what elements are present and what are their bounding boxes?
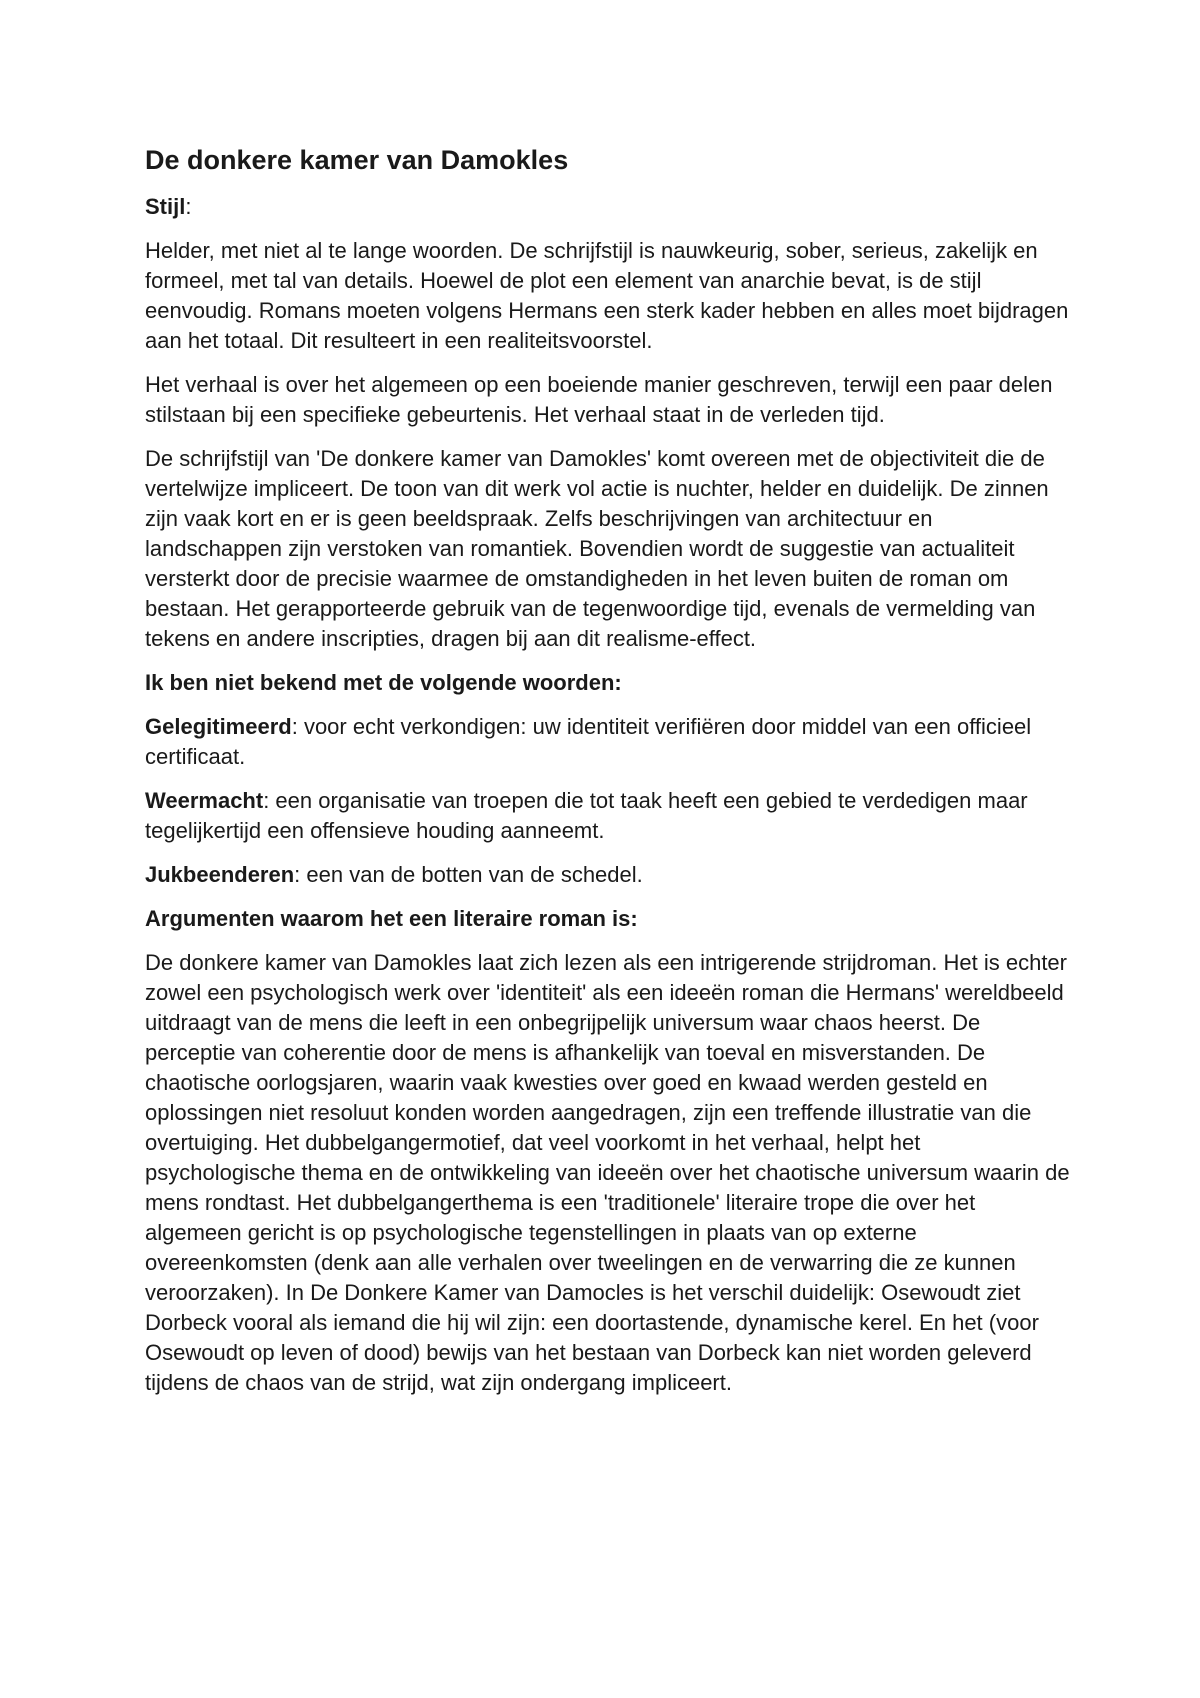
- style-paragraph-1: Helder, met niet al te lange woorden. De schrijfstijl is nauwkeurig, sober, serieus, zakelijk en formeel, met tal van details. Hoewel de plot een element van anarchie bevat, is de stijl eenvoudig. Romans moeten volgens Hermans een sterk kader hebben en alles moet bijdragen aan het totaal. Dit resulteert in een realiteitsvoorstel.: [145, 238, 1069, 353]
- term-entry-weermacht: [145, 786, 1075, 846]
- document-title: De donkere kamer van Damokles: [145, 145, 569, 175]
- term-entry-jukbeenderen: [145, 860, 1075, 890]
- style-label: Stijl: [145, 194, 186, 219]
- term-word: Gelegitimeerd: [145, 714, 292, 739]
- arguments-paragraph: De donkere kamer van Damokles laat zich lezen als een intrigerende strijdroman. Het is echter zowel een psychologisch werk over 'identiteit' als een ideeën roman die Hermans' wereldbeeld uitdraagt van de mens die leeft in een onbegrijpelijk universum waar chaos heerst. De perceptie van coherentie door de mens is afhankelijk van toeval en misverstanden. De chaotische oorlogsjaren, waarin vaak kwesties over goed en kwaad werden gesteld en oplossingen niet resoluut konden worden aangedragen, zijn een treffende illustratie van die overtuiging. Het dubbelgangermotief, dat veel voorkomt in het verhaal, helpt het psychologische thema en de ontwikkeling van ideeën over het chaotische universum waarin de mens rondtast. Het dubbelgangerthema is een 'traditionele' literaire trope die over het algemeen gericht is op psychologische tegenstellingen in plaats van op externe overeenkomsten (denk aan alle verhalen over tweelingen en de verwarring die ze kunnen veroorzaken). In De Donkere Kamer van Damocles is het verschil duidelijk: Osewoudt ziet Dorbeck vooral als iemand die hij wil zijn: een doortastende, dynamische kerel. En het (voor Osewoudt op leven of dood) bewijs van het bestaan van Dorbeck kan niet worden geleverd tijdens de chaos van de strijd, wat zijn ondergang impliceert.: [145, 950, 1070, 1395]
- term-definition: : een van de botten van de schedel.: [294, 862, 643, 887]
- style-paragraph-3: De schrijfstijl van 'De donkere kamer van Damokles' komt overeen met de objectiviteit die de vertelwijze impliceert. De toon van dit werk vol actie is nuchter, helder en duidelijk. De zinnen zijn vaak kort en er is geen beeldspraak. Zelfs beschrijvingen van architectuur en landschappen zijn verstoken van romantiek. Bovendien wordt de suggestie van actualiteit versterkt door de precisie waarmee de omstandigheden in het leven buiten de roman om bestaan. Het gerapporteerde gebruik van de tegenwoordige tijd, evenals de vermelding van tekens en andere inscripties, dragen bij aan dit realisme-effect.: [145, 446, 1049, 651]
- words-heading: Ik ben niet bekend met de volgende woorden:: [145, 670, 622, 695]
- term-word: Weermacht: [145, 788, 264, 813]
- arguments-heading: Argumenten waarom het een literaire roman is:: [145, 906, 638, 931]
- document-page: [145, 142, 1075, 1412]
- term-entry-gelegitimeerd: [145, 712, 1075, 772]
- style-paragraph-2: Het verhaal is over het algemeen op een boeiende manier geschreven, terwijl een paar delen stilstaan bij een specifieke gebeurtenis. Het verhaal staat in de verleden tijd.: [145, 372, 1053, 427]
- term-definition: : een organisatie van troepen die tot taak heeft een gebied te verdedigen maar tegelijkertijd een offensieve houding aanneemt.: [145, 788, 1028, 843]
- style-label-line: [145, 192, 1075, 222]
- term-definition: : voor echt verkondigen: uw identiteit verifiëren door middel van een officieel certificaat.: [145, 714, 1032, 769]
- style-label-colon: :: [185, 194, 192, 219]
- term-word: Jukbeenderen: [145, 862, 295, 887]
